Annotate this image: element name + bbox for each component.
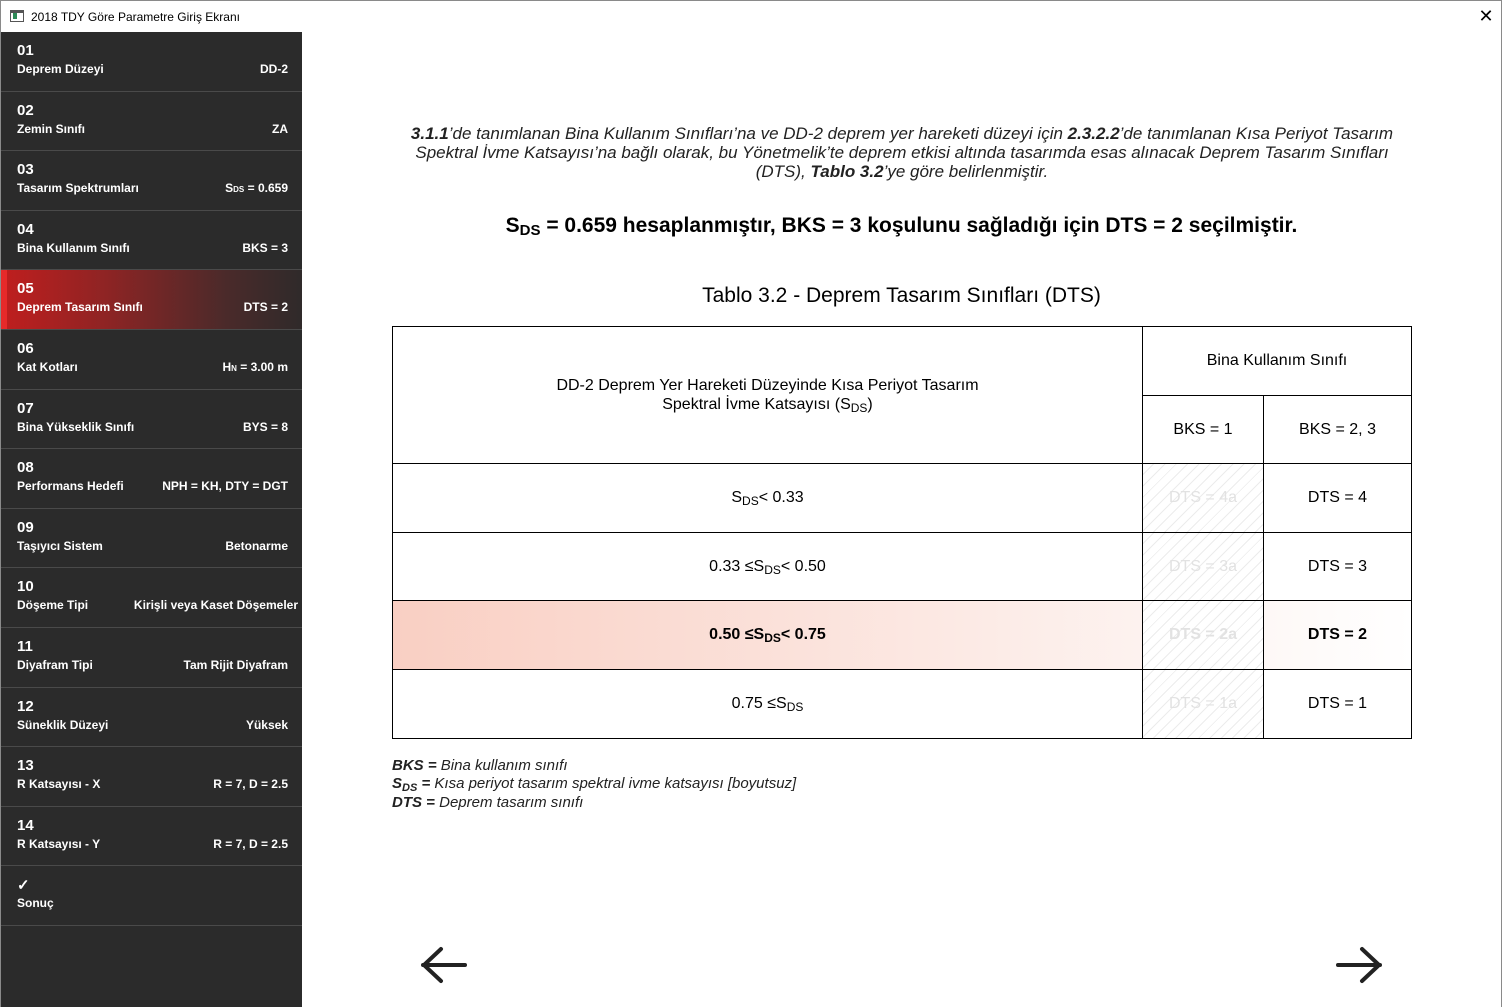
window-title: 2018 TDY Göre Parametre Giriş Ekranı	[31, 10, 240, 24]
table-row-4-sds: 0.75 ≤ S DS	[393, 670, 1143, 738]
step-number: 05	[17, 280, 34, 298]
table-row-2-bks1: DTS = 3a	[1143, 533, 1264, 601]
step-13-r-katsayisi-x[interactable]	[1, 747, 302, 807]
header-bks-2-3: BKS = 2, 3	[1264, 396, 1411, 464]
header-bina-kullanim-sinifi: Bina Kullanım Sınıfı	[1143, 327, 1411, 396]
back-button[interactable]	[419, 942, 469, 988]
legend-bks: BKS = Bina kullanım sınıfı	[392, 757, 568, 774]
table-row-2-bks23: DTS = 3	[1264, 533, 1411, 601]
step-number: 14	[17, 816, 34, 834]
step-label: Performans Hedefi	[17, 479, 124, 494]
step-05-deprem-tasarim-sinifi[interactable]	[1, 270, 302, 330]
step-label: Taşıyıcı Sistem	[17, 538, 103, 553]
table-row-1-bks23: DTS = 4	[1264, 464, 1411, 533]
step-label: Döşeme Tipi	[17, 598, 89, 613]
step-number: 02	[17, 101, 34, 119]
intro-ref-1: 3.1.1	[410, 124, 449, 143]
step-10-doseme-tipi[interactable]	[1, 568, 302, 628]
step-number: 04	[17, 220, 34, 238]
header-sds-column	[393, 327, 1143, 464]
step-label: R Katsayısı - Y	[17, 836, 101, 851]
step-14-r-katsayisi-y[interactable]	[1, 807, 302, 867]
value-rest: = 3.00 m	[236, 359, 288, 374]
value-rest: = 0.659	[244, 181, 288, 196]
result-statement	[302, 214, 1501, 238]
dts-table	[392, 326, 1412, 739]
value-subscript: N	[231, 363, 237, 373]
step-01-deprem-duzeyi[interactable]	[1, 32, 302, 92]
result-text: = 0.659 hesaplanmıştır, BKS = 3 koşulunu sağladığı için DTS = 2 seçilmiştir.	[540, 214, 1298, 237]
step-value: Tam Rijit Diyafram	[183, 657, 288, 672]
step-value: DTS = 2	[243, 300, 288, 315]
table-row-3-bks23-selected: DTS = 2	[1264, 601, 1411, 670]
step-value: Betonarme	[225, 538, 288, 553]
step-label: Bina Yükseklik Sınıfı	[17, 419, 135, 434]
intro-text-2: ’de tanımlanan Kısa Periyot Tasarım Spektral İvme Katsayısı’na bağlı olarak, bu Yönetmelik’te deprem etkisi altında tasarımda esas alınacak Deprem Tasarım Sınıfları (DTS),	[415, 124, 1394, 181]
step-value	[223, 360, 289, 374]
step-value: R = 7, D = 2.5	[213, 836, 288, 851]
app-icon	[10, 10, 24, 22]
step-07-bina-yukseklik-sinifi[interactable]	[1, 390, 302, 450]
value-subscript: DS	[233, 185, 245, 195]
header-left-line-2: Spektral İvme Katsayısı (SDS)	[662, 395, 873, 415]
step-value: NPH = KH, DTY = DGT	[162, 479, 288, 494]
step-label: Kat Kotları	[17, 359, 78, 374]
step-label: Sonuç	[17, 896, 54, 911]
sidebar	[1, 32, 302, 1007]
step-sonuc[interactable]	[1, 866, 302, 926]
intro-text-1: ’de tanımlanan Bina Kullanım Sınıfları’na ve DD-2 deprem yer hareketi düzeyi için	[448, 124, 1068, 143]
step-value: DD-2	[259, 62, 288, 76]
step-number: 13	[17, 757, 34, 775]
step-04-bina-kullanim-sinifi[interactable]	[1, 211, 302, 271]
legend	[392, 757, 796, 812]
table-row-2-sds: 0.33 ≤ S DS < 0.50	[393, 533, 1143, 601]
header-left-line-1: DD-2 Deprem Yer Hareketi Düzeyinde Kısa Periyot Tasarım	[556, 376, 979, 394]
step-number: 09	[17, 518, 34, 536]
step-09-tasiyici-sistem[interactable]	[1, 509, 302, 569]
step-value: Yüksek	[245, 717, 288, 732]
step-02-zemin-sinifi[interactable]	[1, 92, 302, 152]
intro-ref-3: Tablo 3.2	[810, 162, 884, 181]
result-subscript: DS	[519, 222, 541, 239]
step-number: 01	[17, 42, 34, 59]
step-08-performans-hedefi[interactable]	[1, 449, 302, 509]
step-value: Kirişli veya Kaset Döşemeler	[133, 598, 298, 613]
intro-paragraph	[397, 124, 1407, 181]
value-symbol: S	[225, 181, 234, 196]
close-button[interactable]: ✕	[1478, 6, 1494, 26]
right-arrow-icon	[1334, 942, 1384, 988]
step-number: 12	[17, 697, 34, 715]
step-label: Deprem Tasarım Sınıfı	[17, 300, 143, 315]
table-row-3-sds: 0.50 ≤ S DS < 0.75	[393, 601, 1143, 670]
step-06-kat-kotlari[interactable]	[1, 330, 302, 390]
step-label: Deprem Düzeyi	[17, 62, 104, 76]
step-label: R Katsayısı - X	[17, 777, 101, 792]
checkmark-icon: ✓	[17, 877, 30, 895]
step-number: 07	[17, 399, 34, 417]
step-value: BYS = 8	[242, 419, 288, 434]
step-label: Diyafram Tipi	[17, 657, 93, 672]
intro-text-3: ’ye göre belirlenmiştir.	[883, 162, 1049, 181]
step-label: Tasarım Spektrumları	[17, 181, 139, 196]
table-row-1-sds: S DS < 0.33	[393, 464, 1143, 533]
table-row-3-bks1: DTS = 2a	[1143, 601, 1264, 670]
step-number: 08	[17, 459, 34, 477]
step-value	[225, 181, 288, 195]
table-row-1-bks1: DTS = 4a	[1143, 464, 1264, 533]
legend-dts: DTS = Deprem tasarım sınıfı	[392, 794, 584, 811]
table-row-4-bks1: DTS = 1a	[1143, 670, 1264, 738]
table-title: Tablo 3.2 - Deprem Tasarım Sınıfları (DTS)	[702, 284, 1101, 307]
left-arrow-icon	[419, 942, 469, 988]
step-number: 11	[17, 637, 33, 655]
table-row-4-bks23: DTS = 1	[1307, 695, 1368, 712]
title-bar	[1, 1, 1501, 32]
step-number: 03	[17, 161, 34, 179]
header-bks-1: BKS = 1	[1143, 396, 1264, 464]
legend-sds: $S_{DS}$ = Kısa periyot tasarım spektral ivme katsayısı [boyutsuz]	[392, 775, 797, 794]
step-number: 10	[17, 578, 34, 596]
next-button[interactable]	[1334, 942, 1384, 988]
step-number: 06	[17, 339, 34, 357]
step-12-suneklik-duzeyi[interactable]	[1, 688, 302, 748]
main-content	[302, 32, 1501, 1007]
step-label: Bina Kullanım Sınıfı	[17, 240, 130, 255]
step-label: Zemin Sınıfı	[17, 121, 86, 136]
step-11-diyafram-tipi[interactable]	[1, 628, 302, 688]
step-value: BKS = 3	[242, 240, 288, 255]
intro-ref-2: 2.3.2.2	[1067, 124, 1120, 143]
step-value: R = 7, D = 2.5	[213, 777, 288, 792]
step-value: ZA	[272, 121, 288, 136]
step-03-tasarim-spektrumlari[interactable]	[1, 151, 302, 211]
result-symbol: S	[505, 214, 520, 237]
step-label: Süneklik Düzeyi	[17, 717, 109, 732]
value-symbol: H	[222, 359, 232, 374]
